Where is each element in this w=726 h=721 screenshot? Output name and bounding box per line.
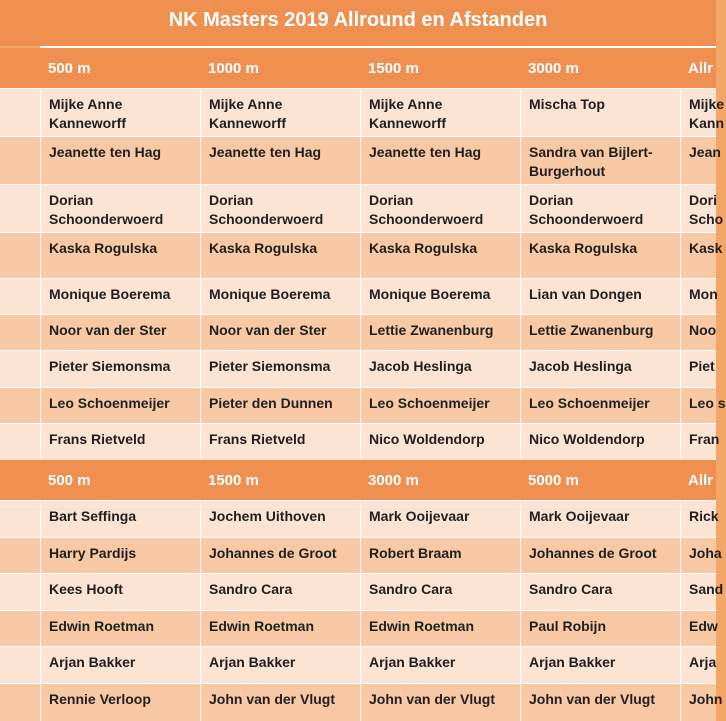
table-row [0,136,721,185]
table-cell: Jeanette ten Hag [40,137,200,185]
table-cell: Dorian Schoonderwoerd [360,185,520,233]
table-cell: Johannes de Groot [200,538,360,574]
header-1500m: 1500 m [368,59,419,77]
table-cell: Paul Robijn [520,611,680,647]
row-gutter [0,233,40,279]
table-cell: Rick [680,501,716,538]
row-gutter [0,574,40,611]
table-cell: Leo Schoenmeijer [520,388,680,424]
table-cell: Mijke Anne Kanneworff [40,89,200,137]
table-cell: Sandro Cara [200,574,360,611]
table-cell: Monique Boerema [200,279,360,315]
table-cell: Dorian Schoonderwoerd [520,185,680,233]
table-cell: Piet [680,351,716,388]
row-gutter [0,315,40,351]
table-row [0,184,724,233]
table-cell: Jacob Heslinga [520,351,680,388]
table-cell: Mijke Anne Kanneworff [200,89,360,137]
table-cell: Jeanette ten Hag [360,137,520,185]
table-cell: Dori Scho [680,185,716,233]
table-cell: Joha [680,538,716,574]
table-row [0,646,716,684]
table-cell: John van der Vlugt [520,684,680,721]
table-cell: Frans Rietveld [40,424,200,461]
table-cell: Frans Rietveld [200,424,360,461]
table-cell: Bart Seffinga [40,501,200,538]
table-cell: Arja [680,647,716,684]
table-cell: Jochem Uithoven [200,501,360,538]
table-cell: Sand [680,574,716,611]
table-cell: Jacob Heslinga [360,351,520,388]
table-cell: Lettie Zwanenburg [520,315,680,351]
table-row [0,573,724,611]
table-cell: Kask [680,233,716,279]
table-cell: Robert Braam [360,538,520,574]
table-row [0,537,722,574]
table-cell: Leo Schoenmeijer [360,388,520,424]
table-cell: Arjan Bakker [360,647,520,684]
table-row [0,610,716,647]
table-cell: Leo s [680,388,716,424]
table-cell: Pieter Siemonsma [40,351,200,388]
row-gutter [0,185,40,233]
row-gutter [0,351,40,388]
table-cell: Leo Schoenmeijer [40,388,200,424]
table-cell: Edwin Roetman [40,611,200,647]
table-cell: Mischa Top [520,89,680,137]
row-gutter [0,647,40,684]
table-title: NK Masters 2019 Allround en Afstanden [0,0,716,46]
row-gutter [0,89,40,137]
table-cell: Lian van Dongen [520,279,680,315]
table-cell: Monique Boerema [40,279,200,315]
table-cell: John van der Vlugt [200,684,360,721]
table-cell: Kaska Rogulska [520,233,680,279]
row-gutter [0,501,40,538]
table-row [0,314,716,351]
row-gutter [0,538,40,574]
header-3000m: 3000 m [368,471,419,489]
table-cell: Pieter den Dunnen [200,388,360,424]
table-cell: Mark Ooijevaar [520,501,680,538]
table-row [0,278,716,315]
table-cell: Edw [680,611,716,647]
table-cell: Jeanette ten Hag [200,137,360,185]
header-3000m: 3000 m [528,59,579,77]
table-cell: Edwin Roetman [200,611,360,647]
table-cell: Jean [680,137,716,185]
header-500m: 500 m [48,59,91,77]
table-row [0,350,716,388]
row-gutter [0,424,40,461]
table-cell: Kees Hooft [40,574,200,611]
row-gutter [0,684,40,721]
table-cell: Sandro Cara [360,574,520,611]
table-cell: Monique Boerema [360,279,520,315]
header-500m: 500 m [48,471,91,489]
table-cell: Arjan Bakker [520,647,680,684]
table-row [0,423,720,461]
table-cell: Mon [680,279,716,315]
table-cell: Rennie Verloop [40,684,200,721]
table-cell: Harry Pardijs [40,538,200,574]
table-cell: Dorian Schoonderwoerd [200,185,360,233]
table-cell: John van der Vlugt [360,684,520,721]
table-cell: Kaska Rogulska [360,233,520,279]
table-cell: Sandro Cara [520,574,680,611]
table-cell: Noo [680,315,716,351]
row-gutter [0,279,40,315]
table-row [0,232,723,279]
table-cell: Nico Woldendorp [520,424,680,461]
table-cell: Fran [680,424,716,461]
row-gutter [0,388,40,424]
header-1000m: 1000 m [208,59,259,77]
section2-header-row [0,460,716,500]
table-cell: Johannes de Groot [520,538,680,574]
table-cell: Pieter Siemonsma [200,351,360,388]
table-cell: Mark Ooijevaar [360,501,520,538]
table-cell: Mijke Kann [680,89,716,137]
table-cell: Kaska Rogulska [200,233,360,279]
table-cell: Noor van der Ster [200,315,360,351]
header-1500m: 1500 m [208,471,259,489]
row-gutter [0,137,40,185]
table-row [0,387,726,424]
table-cell: Kaska Rogulska [40,233,200,279]
row-gutter [0,611,40,647]
table-cell: Mijke Anne Kanneworff [360,89,520,137]
table-cell: Arjan Bakker [40,647,200,684]
table-cell: Sandra van Bijlert-Burgerhout [520,137,680,185]
header-allround: Allr [688,59,714,77]
table-cell: Noor van der Ster [40,315,200,351]
table-cell: Lettie Zwanenburg [360,315,520,351]
table-row [0,500,719,538]
header-5000m: 5000 m [528,471,579,489]
header-allround: Allr [688,471,714,489]
section1-header-row [0,48,716,88]
table-cell: Arjan Bakker [200,647,360,684]
table-cell: Nico Woldendorp [360,424,520,461]
table-cell: Dorian Schoonderwoerd [40,185,200,233]
table-cell: John [680,684,716,721]
table-row [0,88,725,137]
table-cell: Edwin Roetman [360,611,520,647]
table-row [0,683,723,721]
